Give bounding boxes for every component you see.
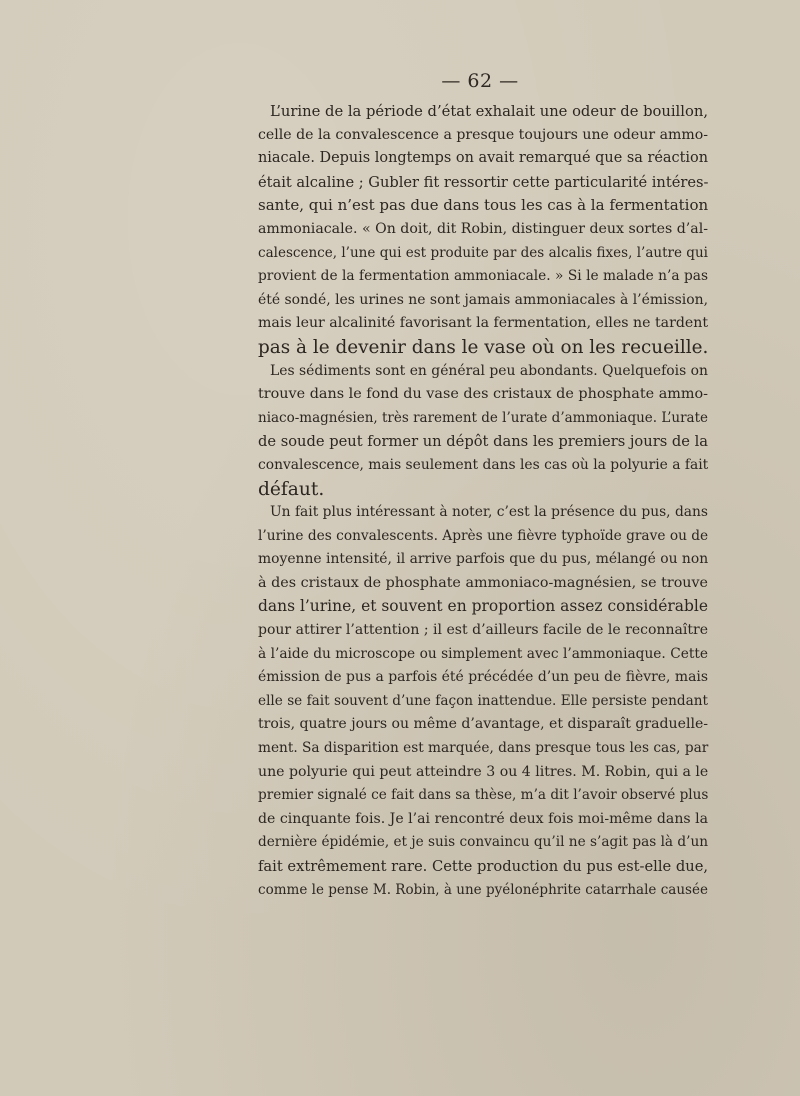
text-line: niacale. Depuis longtemps on avait remarqué que sa réaction xyxy=(258,150,708,167)
text-line: pas à le devenir dans le vase où on les recueille. xyxy=(258,336,709,358)
text-line: dernière épidémie, et je suis convaincu qu’il ne s’agit pas là d’un xyxy=(258,834,709,851)
text-line: ammoniacale. « On doit, dit Robin, distinguer deux sortes d’al- xyxy=(258,220,708,237)
text-line: comme le pense M. Robin, à une pyélonéphrite catarrhale causée xyxy=(258,881,708,898)
text-line: Un fait plus intéressant à noter, c’est la présence du pus, dans xyxy=(270,504,708,521)
text-line: celle de la convalescence a presque toujours une odeur ammo- xyxy=(258,126,708,143)
text-line: premier signalé ce fait dans sa thèse, m’a dit l’avoir observé plus xyxy=(258,787,709,804)
paragraph-sediments xyxy=(258,360,708,502)
page-number: — 62 — xyxy=(441,70,519,92)
text-line: provient de la fermentation ammoniacale. » Si le malade n’a pas xyxy=(258,268,708,285)
text-line: Les sédiments sont en général peu abondants. Quelquefois on xyxy=(270,362,708,379)
text-line: convalescence, mais seulement dans les cas où la polyurie a fait xyxy=(258,456,709,473)
text-line: à l’aide du microscope ou simplement avec l’ammoniaque. Cette xyxy=(258,645,708,662)
text-line: de cinquante fois. Je l’ai rencontré deux fois moi-même dans la xyxy=(258,810,708,827)
text-line: à des cristaux de phosphate ammoniaco-magnésien, se trouve xyxy=(258,574,708,591)
text-line: défaut. xyxy=(258,478,325,500)
text-line: ment. Sa disparition est marquée, dans presque tous les cas, par xyxy=(258,740,709,757)
text-line: fait extrêmement rare. Cette production du pus est-elle due, xyxy=(258,858,709,875)
text-line: dans l’urine, et souvent en proportion assez considérable xyxy=(258,597,708,616)
text-line: émission de pus a parfois été précédée d’un peu de fièvre, mais xyxy=(258,669,708,686)
text-line: calescence, l’une qui est produite par des alcalis fixes, l’autre qui xyxy=(258,244,708,261)
text-line: niaco-magnésien, très rarement de l’urate d’ammoniaque. L’urate xyxy=(258,409,708,426)
text-line: trois, quatre jours ou même d’avantage, et disparaît graduelle- xyxy=(258,716,709,733)
text-line: elle se fait souvent d’une façon inattendue. Elle persiste pendant xyxy=(258,692,708,709)
body-text xyxy=(258,100,708,902)
text-line: L’urine de la période d’état exhalait une odeur de bouillon, xyxy=(270,103,708,120)
paragraph-urine-odeur xyxy=(258,100,708,360)
paragraph-presence-pus xyxy=(258,501,708,902)
text-line: une polyurie qui peut atteindre 3 ou 4 litres. M. Robin, qui a le xyxy=(258,763,709,780)
text-line: de soude peut former un dépôt dans les premiers jours de la xyxy=(258,433,709,451)
text-line: était alcaline ; Gubler fit ressortir cette particularité intéres- xyxy=(258,173,709,191)
text-line: mais leur alcalinité favorisant la fermentation, elles ne tardent xyxy=(258,315,709,332)
text-line: l’urine des convalescents. Après une fièvre typhoïde grave ou de xyxy=(258,527,709,544)
text-line: moyenne intensité, il arrive parfois que du pus, mélangé ou non xyxy=(258,551,709,568)
text-line: sante, qui n’est pas due dans tous les cas à la fermentation xyxy=(258,196,709,215)
text-line: pour attirer l’attention ; il est d’ailleurs facile de le reconnaître xyxy=(258,622,708,639)
text-line: trouve dans le fond du vase des cristaux de phosphate ammo- xyxy=(258,386,708,403)
text-line: été sondé, les urines ne sont jamais ammoniacales à l’émission, xyxy=(258,291,709,308)
